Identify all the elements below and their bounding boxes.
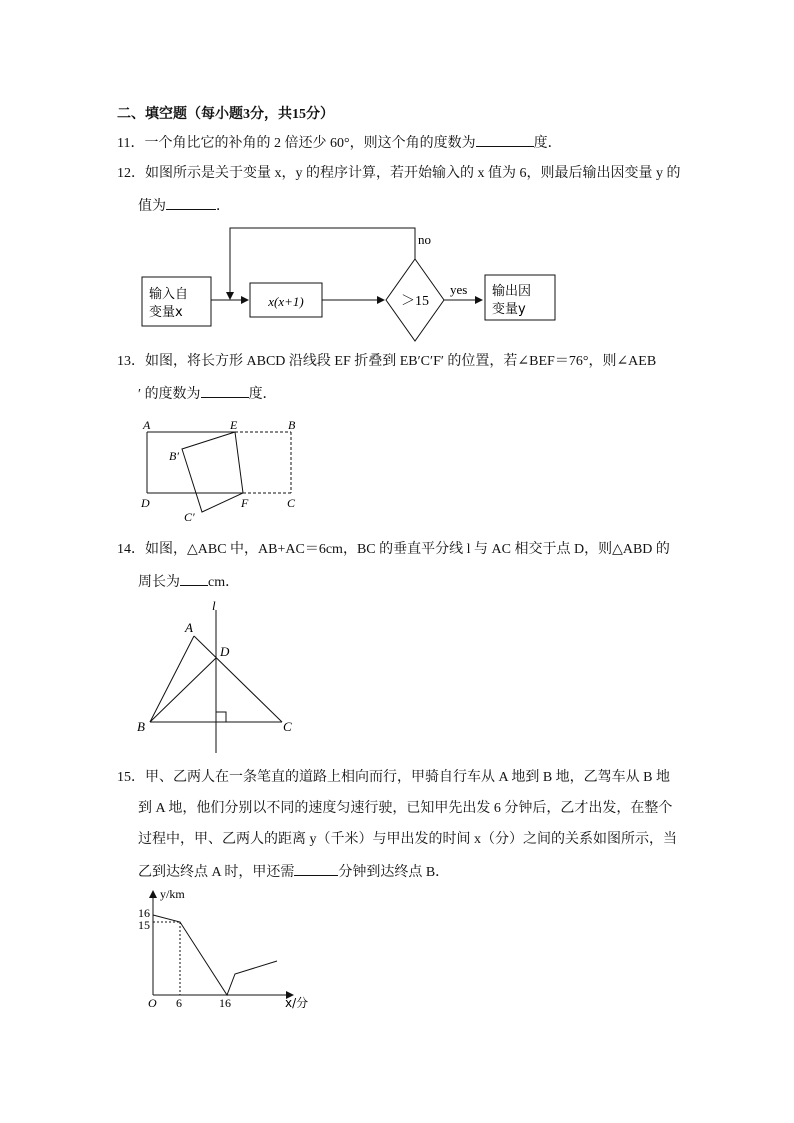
y-axis-label: y/km [160, 887, 185, 901]
segment-BD [150, 658, 216, 722]
question-text: 乙到达终点 A 时，甲还需 [138, 865, 295, 880]
label-D: D [220, 644, 230, 659]
question-number: 12． [117, 166, 145, 181]
input-label-2: 变量x [149, 305, 183, 320]
question-text: 周长为 [138, 575, 180, 590]
no-label: no [418, 232, 431, 247]
question-text-end: 度． [533, 136, 562, 151]
question-12-line2 [138, 195, 230, 217]
label-B: B [137, 719, 145, 734]
question-number: 11． [117, 136, 145, 151]
question-text: 一个角比它的补角的 2 倍还少 60°，则这个角的度数为 [144, 136, 476, 151]
x-tick-6: 6 [176, 996, 182, 1010]
section-title: 二、填空题（每小题3分，共15分） [117, 107, 334, 122]
label-E: E [230, 418, 238, 432]
folded-quadrilateral [182, 432, 243, 512]
x-tick-16: 16 [219, 996, 231, 1010]
answer-blank[interactable] [166, 195, 216, 210]
question-text-end: cm． [208, 575, 240, 590]
distance-time-graph [135, 885, 315, 1010]
label-B-prime: B′ [169, 449, 179, 463]
question-13-line2 [138, 383, 277, 405]
right-angle-mark [216, 712, 226, 722]
answer-blank[interactable] [180, 571, 208, 586]
question-text-end: ． [216, 199, 230, 214]
question-15-line2 [138, 799, 672, 819]
label-F: F [241, 496, 249, 510]
question-13-line1 [117, 352, 656, 372]
segment-AB [150, 636, 194, 722]
question-text-end: 度． [248, 387, 277, 402]
output-label-2: 变量y [492, 302, 526, 317]
answer-blank[interactable] [201, 383, 249, 398]
y-tick-15: 15 [138, 918, 150, 932]
fold-rectangle-diagram [135, 414, 310, 526]
question-15-line4 [138, 861, 449, 883]
question-12-line1 [117, 164, 681, 184]
label-B: B [288, 418, 296, 432]
question-text: 如图，将长方形 ABCD 沿线段 EF 折叠到 EB′C′F′ 的位置，若∠BEF＝76°，则∠AEB [145, 354, 657, 369]
y-tick-16: 16 [138, 906, 150, 920]
label-A: A [185, 620, 193, 635]
question-number: 14． [117, 542, 145, 557]
question-15-line3 [138, 830, 677, 850]
question-text: 到 A 地，他们分别以不同的速度匀速行驶，已知甲先出发 6 分钟后，乙才出发，在整个 [138, 801, 673, 816]
question-text: 过程中，甲、乙两人的距离 y（千米）与甲出发的时间 x（分）之间的关系如图所示，当 [138, 832, 677, 847]
triangle-diagram [130, 598, 300, 758]
question-text: 甲、乙两人在一条笔直的道路上相向而行，甲骑自行车从 A 地到 B 地，乙驾车从 B 地 [145, 770, 671, 785]
label-D: D [141, 496, 150, 510]
label-A: A [143, 418, 151, 432]
distance-line [153, 915, 277, 995]
answer-blank[interactable] [294, 861, 338, 876]
question-14-line2 [138, 571, 239, 593]
input-label-1: 输入自 [149, 287, 189, 302]
x-axis-label: x/分 [285, 996, 309, 1010]
question-text: 如图，△ABC 中，AB+AC＝6cm，BC 的垂直平分线 l 与 AC 相交于点 D，则△ABD 的 [145, 542, 670, 557]
segment-AC [194, 636, 282, 722]
question-text: 如图所示是关于变量 x，y 的程序计算，若开始输入的 x 值为 6，则最后输出因变量 y 的 [145, 166, 681, 181]
label-l: l [212, 598, 216, 613]
question-14-line1 [117, 540, 670, 560]
question-number: 13． [117, 354, 145, 369]
output-label-1: 输出因 [492, 284, 532, 299]
label-C: C [287, 496, 296, 510]
origin-label: O [148, 996, 157, 1010]
question-text: ′ 的度数为 [138, 387, 201, 402]
question-text: 值为 [138, 199, 166, 214]
process-label: x(x+1) [268, 294, 304, 309]
answer-blank[interactable] [476, 132, 534, 147]
question-number: 15． [117, 770, 145, 785]
label-C-prime: C′ [184, 510, 195, 524]
flowchart-diagram [130, 220, 570, 345]
question-text-end: 分钟到达终点 B． [338, 865, 450, 880]
decision-label: ＞15 [401, 294, 429, 309]
yes-label: yes [450, 282, 468, 297]
question-11 [117, 132, 562, 154]
question-15-line1 [117, 768, 670, 788]
label-C: C [283, 719, 292, 734]
